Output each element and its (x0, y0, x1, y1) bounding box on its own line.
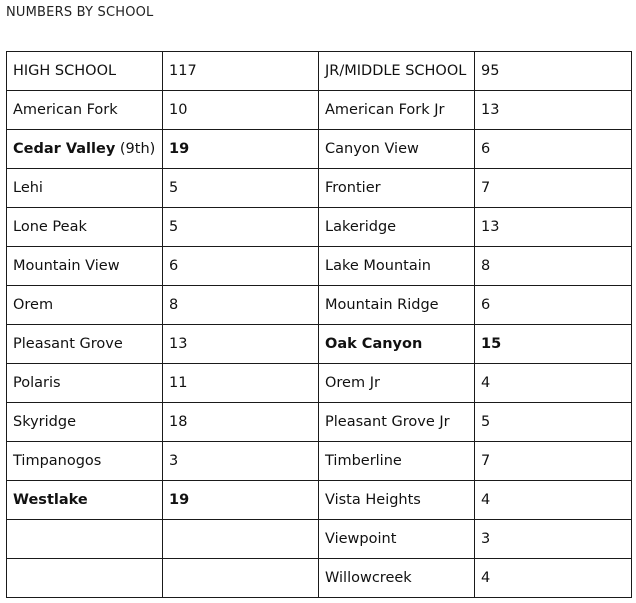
high-school-count-cell-text: 18 (169, 414, 188, 430)
middle-school-name-cell-text: Orem Jr (325, 375, 380, 391)
high-school-count-cell (163, 481, 319, 520)
middle-school-name-cell-text: Vista Heights (325, 492, 421, 508)
middle-school-name-cell (319, 403, 475, 442)
middle-school-count-cell-text: 95 (481, 63, 500, 79)
table-row (7, 364, 632, 403)
numbers-table (6, 51, 632, 598)
high-school-count-cell-text: 117 (169, 63, 197, 79)
middle-school-name-cell-text: Willowcreek (325, 570, 412, 586)
middle-school-count-cell (475, 364, 632, 403)
middle-school-name-cell (319, 130, 475, 169)
table-row (7, 481, 632, 520)
middle-school-name-cell (319, 520, 475, 559)
table-row (7, 442, 632, 481)
high-school-name-cell (7, 52, 163, 91)
middle-school-name-cell-text: Pleasant Grove Jr (325, 414, 450, 430)
high-school-name-cell-text: Cedar Valley (13, 141, 116, 157)
high-school-name-cell (7, 247, 163, 286)
high-school-count-cell (163, 91, 319, 130)
middle-school-count-cell (475, 325, 632, 364)
high-school-count-cell-text: 8 (169, 297, 179, 313)
high-school-count-cell-text: 5 (169, 219, 179, 235)
high-school-count-cell (163, 442, 319, 481)
high-school-name-cell-suffix: (9th) (115, 141, 156, 157)
table-row (7, 130, 632, 169)
middle-school-count-cell (475, 91, 632, 130)
middle-school-count-cell-text: 6 (481, 141, 491, 157)
middle-school-name-cell (319, 364, 475, 403)
high-school-name-cell-text: Orem (13, 297, 54, 313)
middle-school-count-cell (475, 559, 632, 598)
high-school-count-cell (163, 559, 319, 598)
high-school-count-cell-text: 19 (169, 141, 190, 157)
high-school-name-cell-text: Timpanogos (13, 453, 102, 469)
high-school-name-cell (7, 169, 163, 208)
page-title: NUMBERS BY SCHOOL (6, 5, 154, 20)
middle-school-name-cell-text: American Fork Jr (325, 102, 445, 118)
high-school-count-cell (163, 169, 319, 208)
middle-school-count-cell (475, 247, 632, 286)
table-row (7, 286, 632, 325)
middle-school-count-cell-text: 3 (481, 531, 491, 547)
middle-school-count-cell (475, 130, 632, 169)
high-school-name-cell-text: Lehi (13, 180, 43, 196)
high-school-count-cell-text: 5 (169, 180, 179, 196)
high-school-name-cell (7, 325, 163, 364)
middle-school-name-cell (319, 169, 475, 208)
middle-school-count-cell-text: 4 (481, 570, 491, 586)
table-body (7, 52, 632, 598)
middle-school-count-cell (475, 481, 632, 520)
table-row (7, 325, 632, 364)
middle-school-name-cell (319, 286, 475, 325)
high-school-count-cell-text: 13 (169, 336, 188, 352)
high-school-count-cell (163, 286, 319, 325)
high-school-name-cell-text: Skyridge (13, 414, 76, 430)
high-school-name-cell-text: Polaris (13, 375, 61, 391)
middle-school-name-cell (319, 208, 475, 247)
high-school-name-cell (7, 286, 163, 325)
middle-school-name-cell-text: Frontier (325, 180, 381, 196)
high-school-name-cell-text: Mountain View (13, 258, 120, 274)
high-school-name-cell (7, 364, 163, 403)
middle-school-count-cell-text: 4 (481, 375, 491, 391)
middle-school-name-cell-text: Mountain Ridge (325, 297, 439, 313)
middle-school-name-cell (319, 247, 475, 286)
high-school-count-cell-text: 10 (169, 102, 188, 118)
high-school-count-cell-text: 6 (169, 258, 179, 274)
high-school-count-cell-text: 3 (169, 453, 179, 469)
high-school-count-cell (163, 247, 319, 286)
table-row (7, 247, 632, 286)
middle-school-count-cell (475, 286, 632, 325)
middle-school-name-cell (319, 52, 475, 91)
middle-school-count-cell-text: 5 (481, 414, 491, 430)
high-school-count-cell (163, 364, 319, 403)
table-row (7, 403, 632, 442)
high-school-name-cell-text: HIGH SCHOOL (13, 63, 117, 79)
high-school-name-cell (7, 481, 163, 520)
middle-school-count-cell (475, 442, 632, 481)
middle-school-count-cell (475, 52, 632, 91)
middle-school-name-cell-text: Lake Mountain (325, 258, 431, 274)
high-school-count-cell (163, 130, 319, 169)
middle-school-count-cell-text: 7 (481, 180, 491, 196)
high-school-name-cell (7, 559, 163, 598)
high-school-name-cell (7, 520, 163, 559)
middle-school-name-cell (319, 91, 475, 130)
middle-school-name-cell-text: Lakeridge (325, 219, 397, 235)
table-row (7, 91, 632, 130)
high-school-name-cell-text: Lone Peak (13, 219, 87, 235)
high-school-count-cell (163, 325, 319, 364)
high-school-count-cell (163, 520, 319, 559)
middle-school-count-cell (475, 208, 632, 247)
high-school-name-cell (7, 403, 163, 442)
table-row (7, 169, 632, 208)
middle-school-name-cell (319, 442, 475, 481)
high-school-count-cell (163, 52, 319, 91)
middle-school-count-cell-text: 15 (481, 336, 502, 352)
table-row (7, 559, 632, 598)
high-school-name-cell (7, 442, 163, 481)
table-row (7, 208, 632, 247)
middle-school-name-cell-text: Viewpoint (325, 531, 397, 547)
high-school-name-cell (7, 208, 163, 247)
table-header-row (7, 52, 632, 91)
middle-school-count-cell-text: 13 (481, 102, 500, 118)
middle-school-name-cell (319, 559, 475, 598)
middle-school-count-cell (475, 169, 632, 208)
table-row (7, 520, 632, 559)
high-school-name-cell-text: Westlake (13, 492, 88, 508)
middle-school-count-cell-text: 4 (481, 492, 491, 508)
middle-school-name-cell-text: Oak Canyon (325, 336, 423, 352)
high-school-name-cell-text: Pleasant Grove (13, 336, 123, 352)
middle-school-name-cell-text: Canyon View (325, 141, 419, 157)
middle-school-name-cell (319, 325, 475, 364)
high-school-name-cell (7, 91, 163, 130)
middle-school-count-cell-text: 7 (481, 453, 491, 469)
middle-school-name-cell (319, 481, 475, 520)
high-school-count-cell-text: 19 (169, 492, 190, 508)
middle-school-name-cell-text: Timberline (325, 453, 402, 469)
middle-school-name-cell-text: JR/MIDDLE SCHOOL (325, 63, 467, 79)
middle-school-count-cell-text: 6 (481, 297, 491, 313)
high-school-name-cell-text: American Fork (13, 102, 118, 118)
middle-school-count-cell-text: 13 (481, 219, 500, 235)
high-school-count-cell (163, 208, 319, 247)
high-school-name-cell (7, 130, 163, 169)
high-school-count-cell-text: 11 (169, 375, 188, 391)
middle-school-count-cell (475, 403, 632, 442)
high-school-count-cell (163, 403, 319, 442)
middle-school-count-cell-text: 8 (481, 258, 491, 274)
middle-school-count-cell (475, 520, 632, 559)
